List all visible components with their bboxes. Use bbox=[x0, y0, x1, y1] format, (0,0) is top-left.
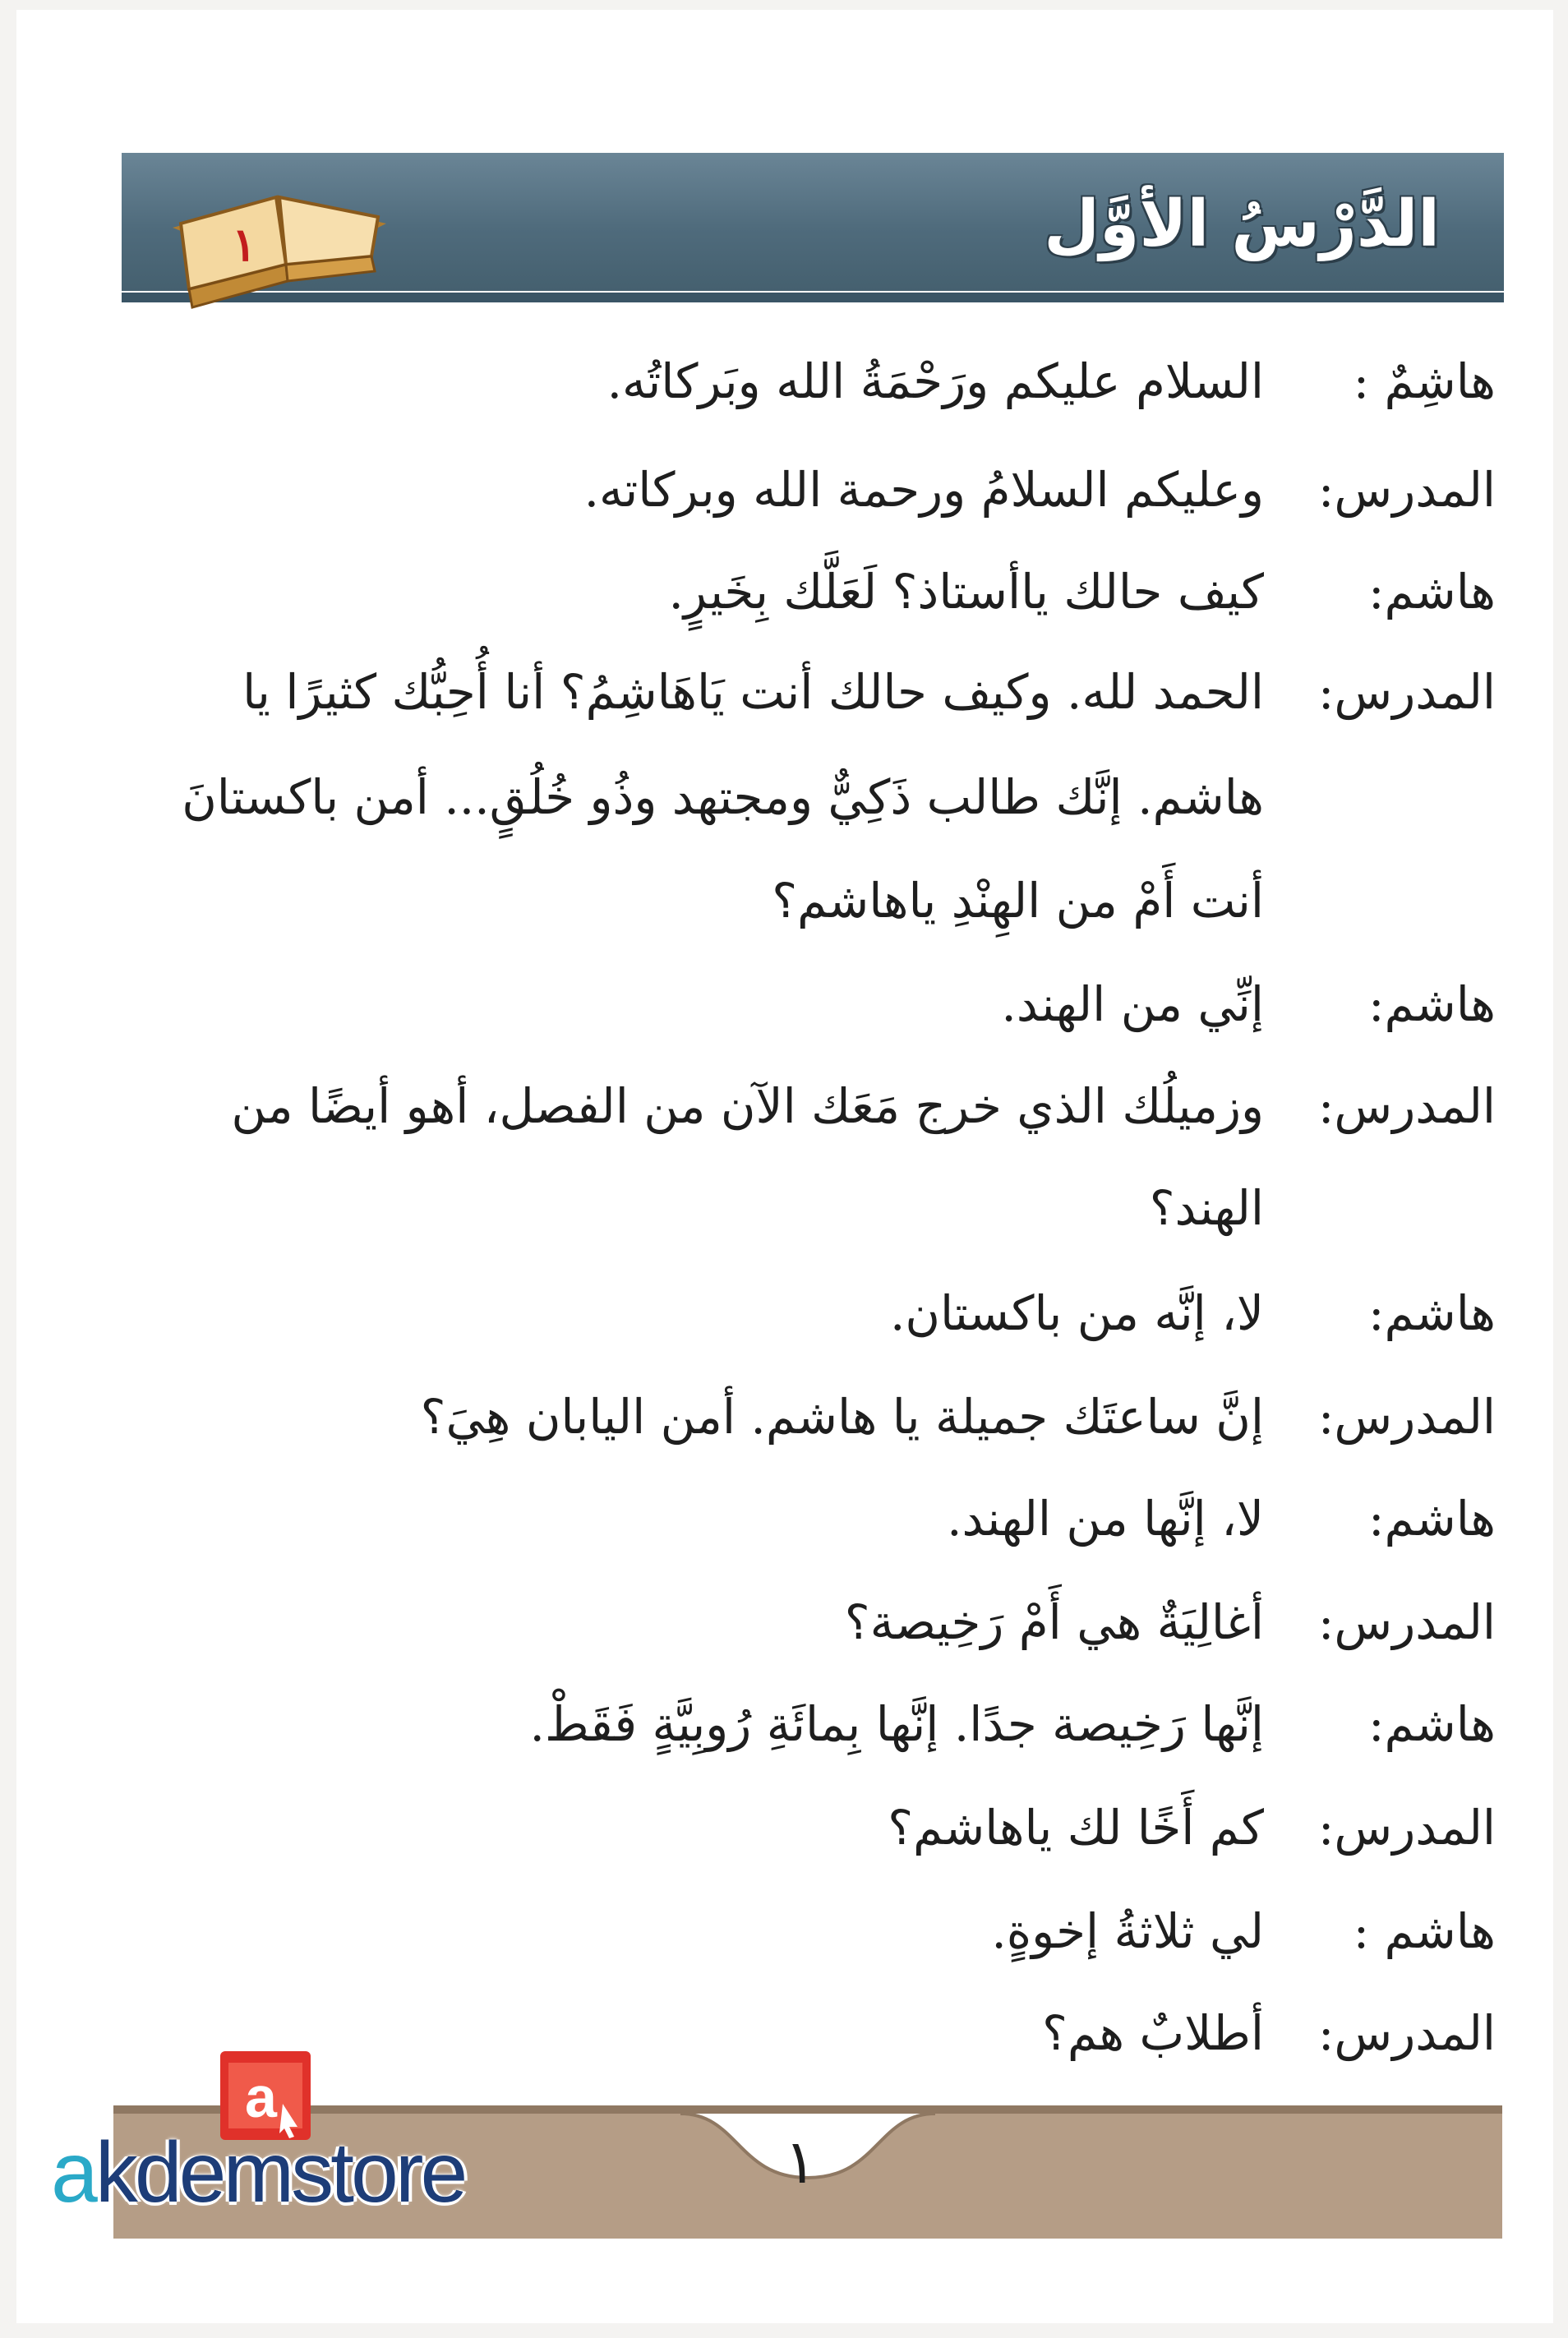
speaker-label: هاشم: bbox=[1368, 564, 1496, 620]
dialogue-line: الحمد لله. وكيف حالك أنت يَاهَاشِمُ؟ أنا أُحِبُّك كثيرًا يا bbox=[242, 664, 1264, 720]
dialogue-line: لا، إنَّها من الهند. bbox=[947, 1491, 1264, 1547]
speaker-label: هاشِمٌ : bbox=[1353, 353, 1496, 409]
speaker-label: المدرس: bbox=[1317, 2005, 1496, 2061]
speaker-label: المدرس: bbox=[1317, 1800, 1496, 1856]
speaker-label: هاشم: bbox=[1368, 1285, 1496, 1341]
dialogue-line: إنَّ ساعتَك جميلة يا هاشم. أمن اليابان هِيَ؟ bbox=[420, 1389, 1264, 1445]
dialogue-line: إنِّي من الهند. bbox=[1001, 976, 1264, 1032]
dialogue-line: أطلابٌ هم؟ bbox=[1042, 2005, 1264, 2061]
lesson-title: الدَّرْسُ الأوَّل bbox=[1044, 187, 1440, 261]
dialogue-line-continued: هاشم. إنَّك طالب ذَكِيٌّ ومجتهد وذُو خُلُقٍ... أمن باكستانَ bbox=[182, 769, 1264, 825]
watermark-text bbox=[51, 2124, 464, 2222]
dialogue-line: أغالِيَةٌ هي أَمْ رَخِيصة؟ bbox=[844, 1594, 1264, 1650]
dialogue-line-continued: أنت أَمْ من الهِنْدِ ياهاشم؟ bbox=[772, 873, 1264, 929]
dialogue-line: كيف حالك ياأستاذ؟ لَعَلَّك بِخَيرٍ. bbox=[668, 564, 1264, 620]
watermark-text-a: a bbox=[51, 2125, 95, 2220]
logo-letter: a bbox=[245, 2065, 277, 2129]
dialogue-line: وعليكم السلامُ ورحمة الله وبركاته. bbox=[583, 462, 1264, 518]
dialogue-line: كم أَخًا لك ياهاشم؟ bbox=[888, 1800, 1264, 1856]
speaker-label: المدرس: bbox=[1317, 664, 1496, 720]
speaker-label: هاشم: bbox=[1368, 976, 1496, 1032]
speaker-label: المدرس: bbox=[1317, 1389, 1496, 1445]
speaker-label: المدرس: bbox=[1317, 462, 1496, 518]
watermark-text-rest: kdemstore bbox=[95, 2125, 465, 2220]
speaker-label: هاشم : bbox=[1353, 1903, 1496, 1959]
dialogue-line-continued: الهند؟ bbox=[1149, 1180, 1264, 1236]
dialogue-line: وزميلُك الذي خرج مَعَك الآن من الفصل، أهو أيضًا من bbox=[231, 1078, 1264, 1134]
lesson-number-badge: ١ bbox=[232, 218, 257, 272]
dialogue-line: السلام عليكم ورَحْمَةُ الله وبَركاتُه. bbox=[606, 353, 1264, 409]
speaker-label: هاشم: bbox=[1368, 1696, 1496, 1752]
speaker-label: هاشم: bbox=[1368, 1491, 1496, 1547]
speaker-label: المدرس: bbox=[1317, 1594, 1496, 1650]
speaker-label: المدرس: bbox=[1317, 1078, 1496, 1134]
dialogue-line: لا، إنَّه من باكستان. bbox=[889, 1285, 1264, 1341]
dialogue-line: لي ثلاثةُ إخوةٍ. bbox=[991, 1903, 1264, 1959]
page-number: ١ bbox=[784, 2127, 817, 2197]
dialogue-line: إنَّها رَخِيصة جدًا. إنَّها بِمائَةِ رُوبِيَّةٍ فَقَطْ. bbox=[529, 1696, 1264, 1752]
